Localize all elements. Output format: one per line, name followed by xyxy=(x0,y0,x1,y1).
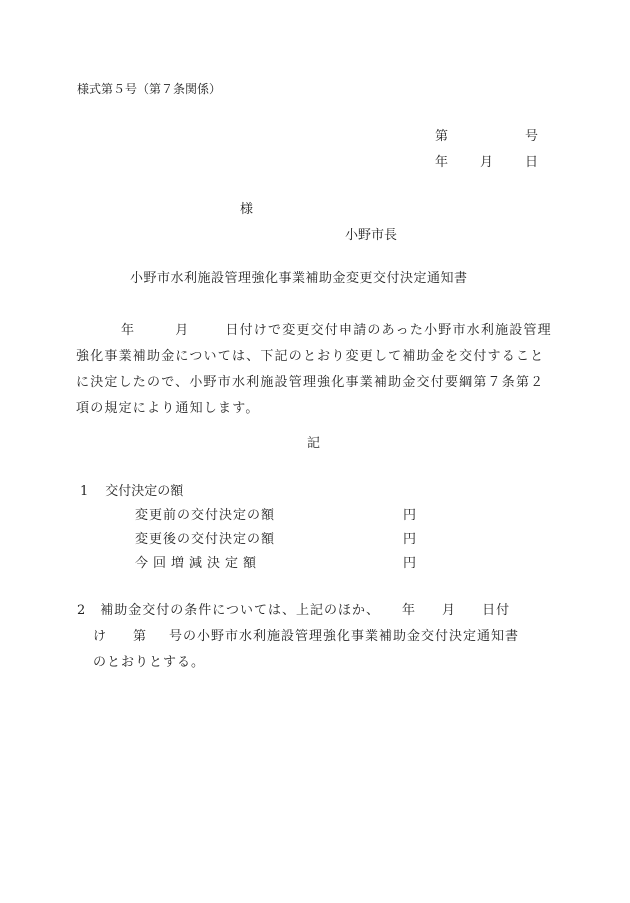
section-2-line-1 xyxy=(77,598,557,624)
issue-year: 年 xyxy=(435,155,449,170)
amount-row xyxy=(135,531,416,549)
issue-date xyxy=(435,154,538,172)
amount-label: 今回増減決定額 xyxy=(135,556,262,571)
document-number xyxy=(435,128,538,146)
section-1-heading xyxy=(80,483,183,501)
issue-month: 月 xyxy=(480,155,494,170)
doc-number-suffix: 号 xyxy=(525,129,539,144)
section-2-paragraph xyxy=(77,598,557,676)
form-number: 様式第５号（第７条関係） xyxy=(77,82,222,96)
section-2-line-2 xyxy=(77,624,557,650)
document-title: 小野市水利施設管理強化事業補助金変更交付決定通知書 xyxy=(130,271,468,286)
amount-unit: 円 xyxy=(403,532,417,547)
section-1-title: 交付決定の額 xyxy=(105,484,184,499)
body-year: 年 xyxy=(121,323,136,338)
amount-unit: 円 xyxy=(403,556,417,571)
sender: 小野市長 xyxy=(345,228,398,243)
amount-label: 変更後の交付決定の額 xyxy=(135,532,276,547)
section-2-ke: け xyxy=(93,629,108,644)
addressee: 様 xyxy=(240,202,254,217)
section-1-number: 1 xyxy=(80,484,89,499)
section-2-text: 補助金交付の条件については、上記のほか、 xyxy=(100,603,381,618)
body-paragraph xyxy=(76,318,556,422)
section-2-line-3: のとおりとする。 xyxy=(93,655,206,670)
doc-number-prefix: 第 xyxy=(435,129,449,144)
body-text: 日付けで変更交付申請のあった小野市水利施設管理強化事業補助金については、下記のとおり変更して補助金を交付することに決定したので、小野市水利施設管理強化事業補助金交付要綱第７条第２項の規定により通知します。 xyxy=(76,323,552,416)
body-month: 月 xyxy=(175,323,190,338)
amount-label: 変更前の交付決定の額 xyxy=(135,508,276,523)
amount-row xyxy=(135,555,416,573)
issue-day: 日 xyxy=(525,155,539,170)
section-2-number: 2 xyxy=(77,603,87,618)
section-2-month: 月 xyxy=(442,603,457,618)
section-2-day: 日付 xyxy=(482,603,511,618)
amount-row xyxy=(135,507,416,525)
section-2-line-2-text: 号の小野市水利施設管理強化事業補助金交付決定通知書 xyxy=(169,629,520,644)
section-2-year: 年 xyxy=(402,603,417,618)
section-2-dai: 第 xyxy=(133,629,148,644)
amount-unit: 円 xyxy=(403,508,417,523)
ki-heading: 記 xyxy=(307,436,321,451)
